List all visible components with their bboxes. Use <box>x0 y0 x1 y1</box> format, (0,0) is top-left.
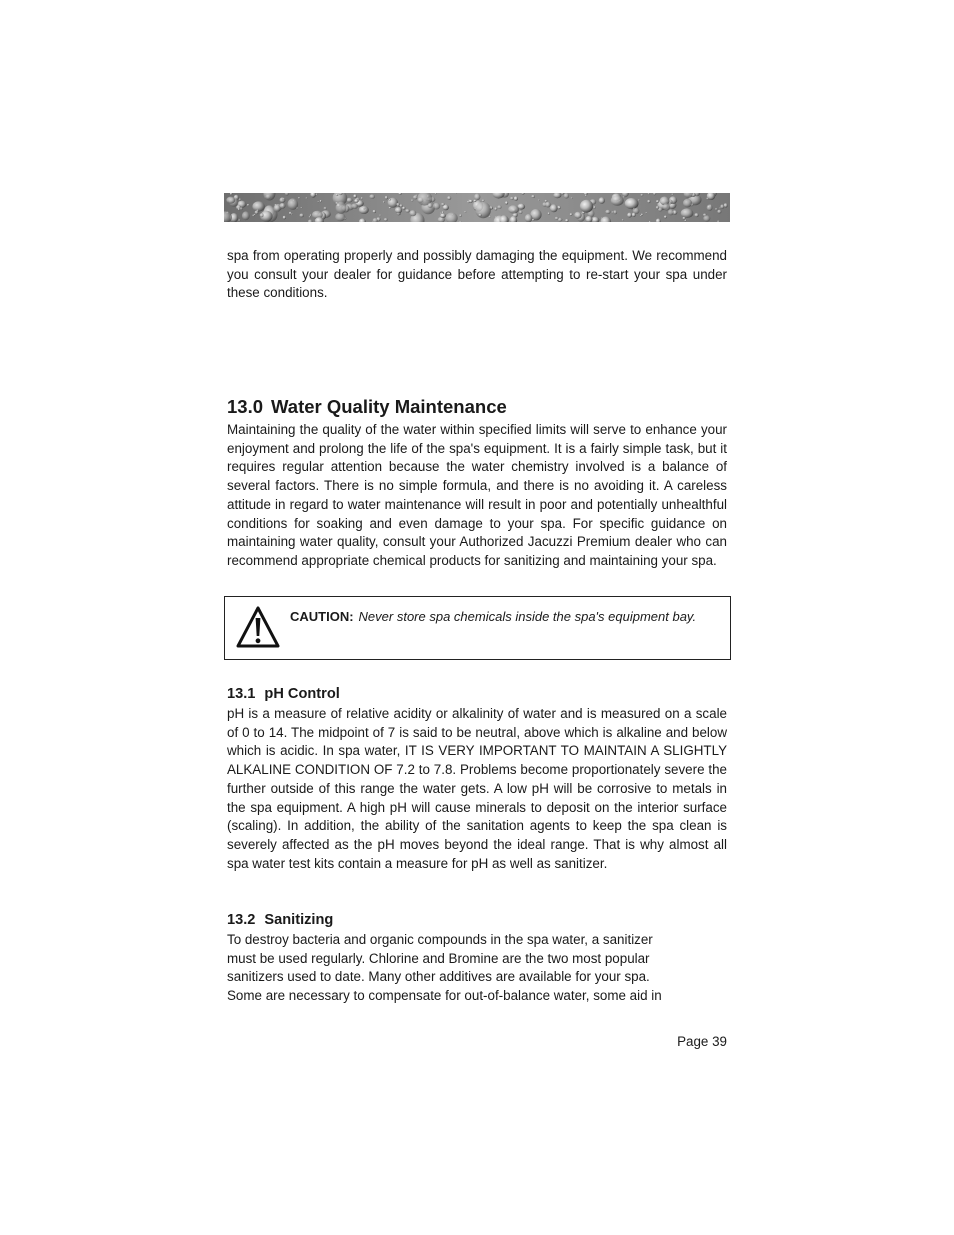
sanitizing-number: 13.2 <box>227 912 256 928</box>
sanitizing-body <box>227 931 727 1006</box>
sanitizing-line: must be used regularly. Chlorine and Bromine are the two most popular <box>227 950 650 966</box>
caution-message <box>290 608 696 626</box>
ph-control-heading <box>227 685 340 703</box>
sanitizing-heading <box>227 911 333 929</box>
ph-control-number: 13.1 <box>227 686 256 702</box>
intro-paragraph <box>227 247 727 303</box>
sanitizing-line: To destroy bacteria and organic compounds in the spa water, a sanitizer <box>227 932 653 947</box>
caution-body: Never store spa chemicals inside the spa's equipment bay. <box>358 609 697 624</box>
sanitizing-paragraph <box>227 931 727 1006</box>
section-body: Maintaining the quality of the water within specified limits will serve to enhance your enjoyment and prolong the life of the spa's equipment. It is a fairly simple task, but it requires regular attention because the water chemistry involved is a balance of several factors. There is no simple formula, and there is no avoiding it. A careless attitude in regard to water maintenance will result in poor and potentially unhealthful conditions for soaking and even damage to your spa. For specific guidance on maintaining water quality, consult your Authorized Jacuzzi Premium dealer who can recommend appropriate chemical products for sanitizing and maintaining your spa. <box>227 422 727 568</box>
water-texture-banner <box>224 193 730 222</box>
page-number: Page 39 <box>677 1034 727 1049</box>
caution-label: CAUTION: <box>290 609 354 624</box>
sanitizing-title: Sanitizing <box>264 912 334 928</box>
sanitizing-line: sanitizers used to date. Many other additives are available for your spa. <box>227 969 650 985</box>
section-heading <box>227 396 507 418</box>
water-droplets-image <box>224 193 730 222</box>
intro-text: spa from operating properly and possibly damaging the equipment. We recommend you consult your dealer for guidance before attempting to re-start your spa under these conditions. <box>227 248 727 301</box>
sanitizing-line: Some are necessary to compensate for out-of-balance water, some aid in <box>227 988 662 1004</box>
ph-control-paragraph <box>227 705 727 873</box>
caution-box <box>224 596 731 660</box>
section-title: Water Quality Maintenance <box>271 396 507 417</box>
warning-triangle-icon <box>235 605 281 649</box>
ph-control-body: pH is a measure of relative acidity or alkalinity of water and is measured on a scale of 0 to 14. The midpoint of 7 is said to be neutral, above which is alkaline and below which is acidic. In spa water, IT IS VERY IMPORTANT TO MAINTAIN A SLIGHTLY ALKALINE CONDITION OF 7.2 to 7.8. Problems become proportionately severe the further outside of this range the water gets. A low pH will be corrosive to metals in the spa equipment. A high pH will cause minerals to deposit on the interior surface (scaling). In addition, the ability of the sanitation agents to keep the spa clean is severely affected as the pH moves beyond the ideal range. That is why almost all spa water test kits contain a measure for pH as well as sanitizer. <box>227 706 727 871</box>
section-paragraph <box>227 421 727 571</box>
ph-control-title: pH Control <box>264 686 340 702</box>
section-number: 13.0 <box>227 396 264 417</box>
